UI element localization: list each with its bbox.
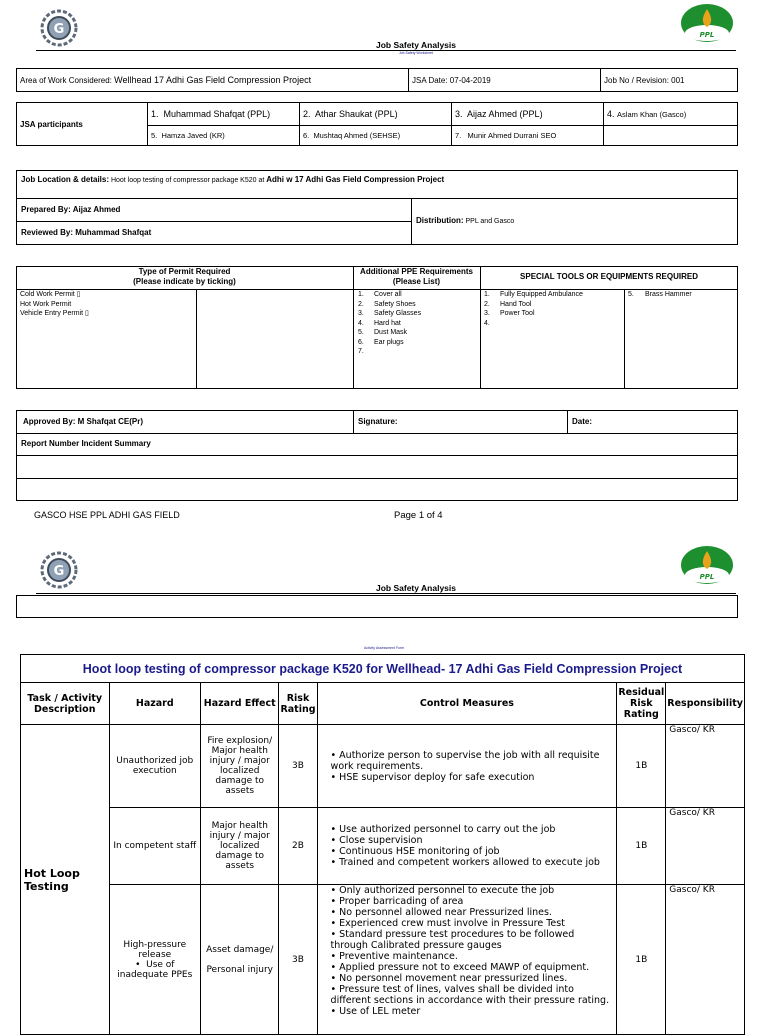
tools-header: SPECIAL TOOLS OR EQUIPMENTS REQUIRED xyxy=(520,272,698,281)
permit-item[interactable]: Vehicle Entry Permit ▯ xyxy=(20,310,89,317)
table-row: Hot Loop Testing Unauthorized job execution Fire explosion/ Major health injury / major localized damage to assets 3B • Authorize person to supervise the job with all requisite work requirements. • HSE supervisor deploy for safe execution 1B Gasco/ KR xyxy=(21,725,745,808)
report-number: Report Number Incident Summary xyxy=(21,439,151,448)
ppe-item: 3. Safety Glasses xyxy=(358,310,422,317)
date-label: Date: xyxy=(572,417,593,426)
participant-7: Munir Ahmed Durrani SEO xyxy=(467,130,557,140)
tool-item: 3. Power Tool xyxy=(484,310,535,317)
svg-text:PPL: PPL xyxy=(699,573,715,581)
footer-left: GASCO HSE PPL ADHI GAS FIELD xyxy=(34,510,180,520)
jsa-table xyxy=(20,654,745,1035)
participant-5: Hamza Javed (KR) xyxy=(161,130,225,140)
job-no: Job No / Revision: 001 xyxy=(601,69,738,92)
col-residual: Residual Risk Rating xyxy=(617,683,666,725)
ppe-item: 5. Dust Mask xyxy=(358,329,408,336)
approved-by: Approved By: M Shafqat CE(Pr) xyxy=(23,417,144,426)
svg-text:PPL: PPL xyxy=(699,31,715,39)
participant-4: Aslam Khan (Gasco) xyxy=(617,109,687,119)
svg-text:G: G xyxy=(53,22,65,37)
svg-text:G: G xyxy=(53,564,65,579)
table-title: Hoot loop testing of compressor package K520 for Wellhead- 17 Adhi Gas Field Compression Project xyxy=(21,655,745,683)
area-value: Wellhead 17 Adhi Gas Field Compression Project xyxy=(114,75,312,85)
footer-page: Page 1 of 4 xyxy=(394,510,443,521)
page-title: Job Safety Analysis xyxy=(376,583,456,593)
page-title: Job Safety Analysis xyxy=(376,40,456,50)
tool-item: 1. Fully Equipped Ambulance xyxy=(484,291,583,298)
table-row: In competent staff Major health injury / major localized damage to assets 2B • Use authorized personnel to carry out the job • Close supervision • Continuous HSE monitoring of job • Trained and competent workers allowed to execute job 1B Gasco/ KR xyxy=(21,808,745,885)
participant-2: Athar Shaukat (PPL) xyxy=(315,108,398,119)
col-control: Control Measures xyxy=(317,683,617,725)
ppe-item: 7. xyxy=(358,348,364,355)
participant-6: Mushtaq Ahmed (SEHSE) xyxy=(313,130,401,140)
ppe-list xyxy=(358,290,421,357)
area-row xyxy=(16,68,738,92)
tools-list-2 xyxy=(628,290,692,300)
ppe-item: 1. Cover all xyxy=(358,291,402,298)
tiny-caption: Activity Assessment Form xyxy=(363,646,405,650)
signature-label: Signature: xyxy=(358,417,398,426)
col-task: Task / Activity Description xyxy=(21,683,110,725)
reviewed-by: Reviewed By: Muhammad Shafqat xyxy=(21,228,152,237)
col-resp: Responsibility xyxy=(666,683,745,725)
ppe-item: 4. Hard hat xyxy=(358,319,401,327)
job-location: Job Location & details: Hoot loop testing of compressor package K520 at Adhi w 17 Adhi Gas Field Compression Project xyxy=(21,175,445,184)
col-hazard: Hazard xyxy=(109,683,201,725)
participants-table: JSA participants 1. Muhammad Shafqat (PPL) 2. Athar Shaukat (PPL) 3. Aijaz Ahmed (PPL) 4. Aslam Khan (Gasco) 5. Hamza Javed (KR) 6. Mushtaq Ahmed (SEHSE) 7. Munir Ahmed Durrani SEO xyxy=(16,102,738,146)
ppe-item: 6. Ear plugs xyxy=(358,338,404,346)
prepared-by: Prepared By: Aijaz Ahmed xyxy=(21,205,121,214)
permit-list xyxy=(20,290,89,319)
tools-list xyxy=(484,290,583,328)
participants-label: JSA participants xyxy=(17,103,148,146)
tool-item: 4. xyxy=(484,319,490,327)
permit-item[interactable]: Cold Work Permit ▯ xyxy=(20,291,81,298)
header-box xyxy=(16,595,738,618)
distribution: Distribution: PPL and Gasco xyxy=(416,216,515,225)
tool-item: 2. Hand Tool xyxy=(484,300,532,308)
ppe-header: Additional PPE Requirements (Please List) xyxy=(360,267,473,286)
participant-1: Muhammad Shafqat (PPL) xyxy=(163,108,271,119)
col-effect: Hazard Effect xyxy=(201,683,279,725)
participant-3: Aijaz Ahmed (PPL) xyxy=(467,108,543,119)
permit-header: Type of Permit Required (Please indicate by ticking) xyxy=(133,267,236,286)
col-risk: Risk Rating xyxy=(279,683,317,725)
permit-item[interactable]: Hot Work Permit xyxy=(20,300,72,308)
subtitle: Job Safety Worksheet xyxy=(398,51,434,55)
table-row: High-pressure release • Use of inadequate PPEs Asset damage/ Personal injury 3B • Only authorized personnel to execute the job • Proper barricading of area • No personnel allowed near Pressurized lines. • Experienced crew must involve in Pressure Test • Standard pressure test procedures to be followed through Calibrated pressure gauges • Preventive maintenance. • Applied pressure not to exceed MAWP of equipment. • No personnel movement near pressurized lines. • Pressure test of lines, valves shall be divided into different sections in accordance with their pressure rating. • Use of LEL meter 1B Gasco/ KR xyxy=(21,885,745,1035)
area-label: Area of Work Considered: xyxy=(20,76,112,85)
ppe-item: 2. Safety Shoes xyxy=(358,300,416,308)
jsa-date: JSA Date: 07-04-2019 xyxy=(409,69,601,92)
tool-item: 5. Brass Hammer xyxy=(628,291,692,298)
task-cell: Hot Loop Testing xyxy=(21,725,110,1035)
